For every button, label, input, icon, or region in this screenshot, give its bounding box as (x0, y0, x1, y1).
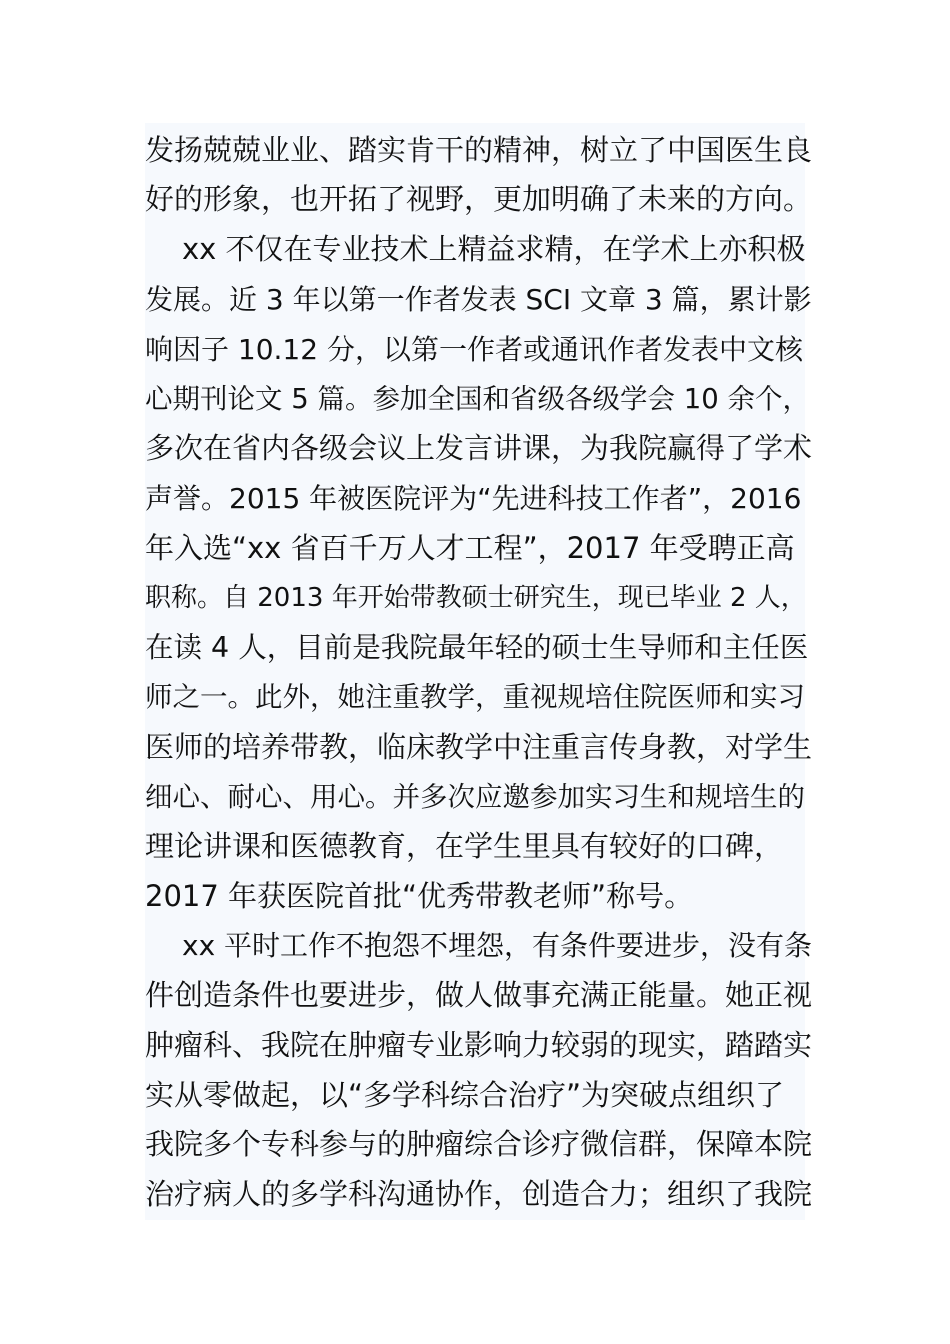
paragraph-2-line-2: 发展。近 3 年以第一作者发表 SCI 文章 3 篇，累计影 (145, 283, 812, 316)
paragraph-2-line-4: 心期刊论文 5 篇。参加全国和省级各级学会 10 余个， (145, 383, 810, 415)
paragraph-3-line-2: 件创造条件也要进步，做人做事充满正能量。她正视 (145, 978, 813, 1012)
paragraph-1-line-1: 发扬兢兢业业、踏实肯干的精神，树立了中国医生良 (145, 133, 813, 167)
paragraph-2-line-1: xx 不仅在专业技术上精益求精，在学术上亦积极 (182, 232, 806, 266)
paragraph-3-line-5: 我院多个专科参与的肿瘤综合诊疗微信群，保障本院 (145, 1127, 813, 1161)
paragraph-3-line-4: 实从零做起，以“多学科综合治疗”为突破点组织了 (145, 1078, 785, 1112)
paragraph-3-line-3: 肿瘤科、我院在肿瘤专业影响力较弱的现实，踏踏实 (145, 1028, 813, 1062)
paragraph-2-line-3: 响因子 10.12 分，以第一作者或通讯作者发表中文核 (145, 333, 803, 366)
paragraph-1-line-2: 好的形象，也开拓了视野，更加明确了未来的方向。 (145, 182, 813, 216)
paragraph-2-line-8: 职称。自 2013 年开始带教硕士研究生，现已毕业 2 人， (145, 583, 807, 613)
paragraph-2-line-13: 理论讲课和医德教育，在学生里具有较好的口碑， (145, 829, 784, 863)
paragraph-3-line-6: 治疗病人的多学科沟通协作，创造合力；组织了我院 (145, 1177, 813, 1211)
paragraph-2-line-12: 细心、耐心、用心。并多次应邀参加实习生和规培生的 (145, 781, 805, 813)
paragraph-2-line-11: 医师的培养带教，临床教学中注重言传身教，对学生 (145, 730, 813, 764)
paragraph-2-line-14: 2017 年获医院首批“优秀带教老师”称号。 (145, 879, 694, 913)
paragraph-3-line-1: xx 平时工作不抱怨不埋怨，有条件要进步，没有条 (182, 929, 813, 962)
paragraph-2-line-7: 年入选“xx 省百千万人才工程”，2017 年受聘正高 (145, 531, 795, 565)
paragraph-2-line-10: 师之一。此外，她注重教学，重视规培住院医师和实习 (145, 681, 805, 713)
paragraph-2-line-6: 声誉。2015 年被医院评为“先进科技工作者”，2016 (145, 482, 802, 515)
paragraph-2-line-9: 在读 4 人，目前是我院最年轻的硕士生导师和主任医 (145, 631, 809, 664)
paragraph-2-line-5: 多次在省内各级会议上发言讲课，为我院赢得了学术 (145, 431, 813, 465)
